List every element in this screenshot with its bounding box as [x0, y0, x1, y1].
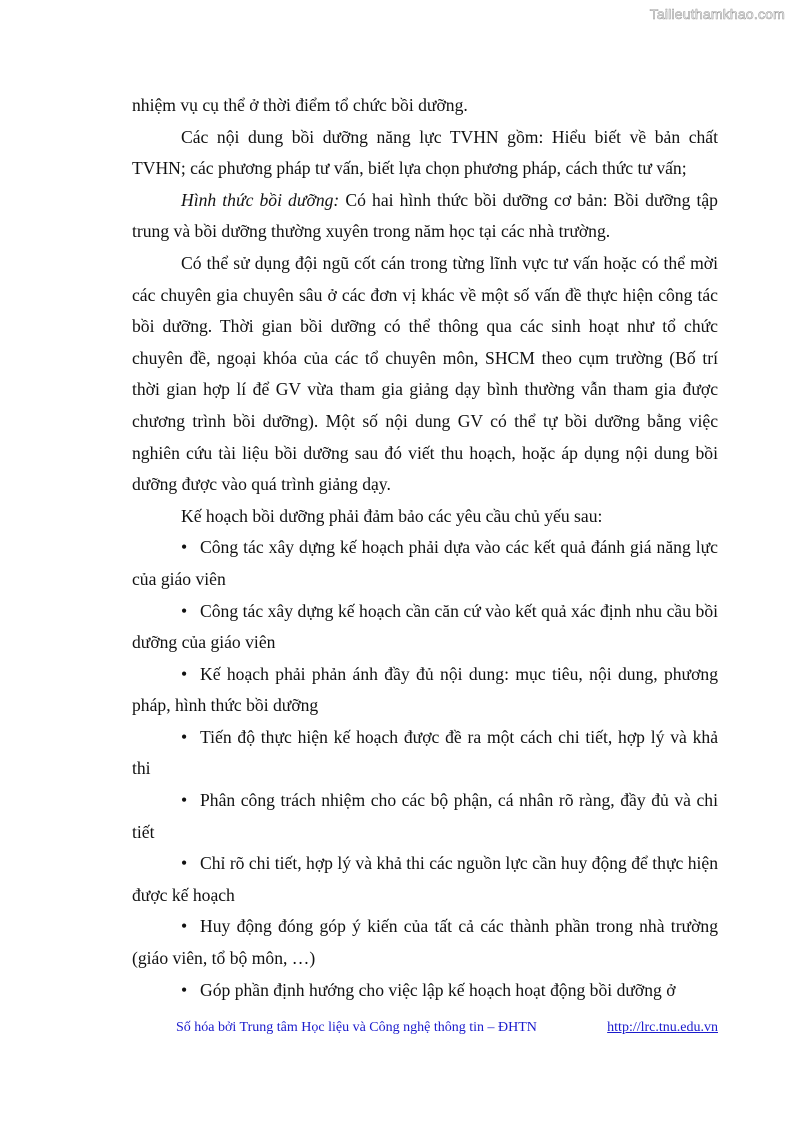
document-body [132, 90, 718, 1006]
bullet-icon: • [181, 726, 188, 747]
bullet-item [132, 532, 718, 595]
training-forms-text: Có hai hình thức bồi dưỡng cơ bản: Bồi dưỡng tập trung và bồi dưỡng thường xuyên trong năm học tại các nhà trường. [132, 189, 718, 242]
bullet-icon: • [181, 979, 188, 1000]
bullet-item [132, 659, 718, 722]
bullet-icon: • [181, 600, 188, 621]
bullet-icon: • [181, 537, 188, 558]
paragraph-plan-requirements: Kế hoạch bồi dưỡng phải đảm bảo các yêu cầu chủ yếu sau: [181, 505, 603, 526]
bullet-text: Phân công trách nhiệm cho các bộ phận, cá nhân rõ ràng, đầy đủ và chi tiết [132, 790, 718, 842]
bullet-text: Kế hoạch phải phản ánh đầy đủ nội dung: mục tiêu, nội dung, phương pháp, hình thức bồi dưỡng [132, 663, 718, 716]
paragraph-content-scope: Các nội dung bồi dưỡng năng lực TVHN gồm: Hiểu biết về bản chất TVHN; các phương pháp tư vấn, biết lựa chọn phương pháp, cách thức tư vấn; [132, 126, 718, 179]
paragraph-training-forms [132, 185, 718, 248]
bullet-text: Công tác xây dựng kế hoạch phải dựa vào các kết quả đánh giá năng lực của giáo viên [132, 537, 718, 589]
bullet-item [132, 848, 718, 911]
bullet-icon: • [181, 790, 188, 811]
watermark-text: Tailieuthamkhao.com [649, 6, 785, 22]
bullet-icon: • [181, 916, 188, 937]
bullet-text: Huy động đóng góp ý kiến của tất cả các thành phần trong nhà trường (giáo viên, tổ bộ môn, …) [132, 916, 718, 969]
bullet-item [132, 722, 718, 785]
bullet-text: Góp phần định hướng cho việc lập kế hoạch hoạt động bồi dưỡng ở [200, 979, 676, 1000]
bullet-text: Công tác xây dựng kế hoạch cần căn cứ vào kết quả xác định nhu cầu bồi dưỡng của giáo viên [132, 600, 718, 653]
training-forms-label: Hình thức bồi dưỡng: [181, 189, 340, 210]
bullet-text: Chỉ rõ chi tiết, hợp lý và khả thi các nguồn lực cần huy động để thực hiện được kế hoạch [132, 853, 718, 905]
footer-link[interactable]: http://lrc.tnu.edu.vn [607, 1020, 718, 1035]
footer-credit: Số hóa bởi Trung tâm Học liệu và Công nghệ thông tin – ĐHTN [176, 1020, 537, 1035]
bullet-item [132, 785, 718, 848]
paragraph-continuation: nhiệm vụ cụ thể ở thời điểm tổ chức bồi dưỡng. [132, 95, 468, 115]
bullet-item [132, 911, 718, 974]
bullet-item [132, 975, 718, 1007]
bullet-item [132, 596, 718, 659]
bullet-icon: • [181, 853, 188, 874]
bullet-text: Tiến độ thực hiện kế hoạch được đề ra một cách chi tiết, hợp lý và khả thi [132, 726, 718, 779]
bullet-icon: • [181, 663, 188, 684]
paragraph-training-methods: Có thể sử dụng đội ngũ cốt cán trong từng lĩnh vực tư vấn hoặc có thể mời các chuyên gia chuyên sâu ở các đơn vị khác về một số vấn đề thực hiện công tác bồi dưỡng. Thời gian bồi dưỡng có thể thông qua các sinh hoạt như tổ chức chuyên đề, ngoại khóa của các tổ chuyên môn, SHCM theo cụm trường (Bố trí thời gian hợp lí để GV vừa tham gia giảng dạy bình thường vẫn tham gia được chương trình bồi dưỡng). Một số nội dung GV có thể tự bồi dưỡng bằng việc nghiên cứu tài liệu bồi dưỡng sau đó viết thu hoạch, hoặc áp dụng nội dung bồi dưỡng được vào quá trình giảng dạy. [132, 252, 718, 495]
